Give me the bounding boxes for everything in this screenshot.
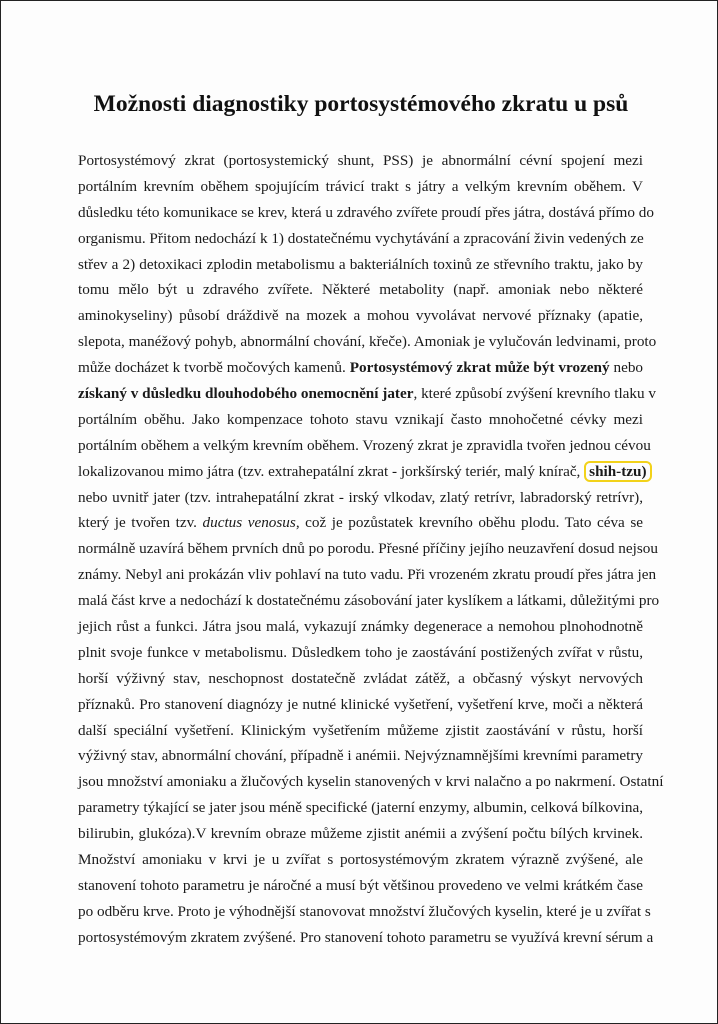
text-line bbox=[78, 329, 657, 355]
text-line bbox=[78, 640, 643, 666]
document-body bbox=[78, 148, 664, 951]
text-segment: střev a 2) detoxikaci zplodin metabolismu a bakteriálních toxinů ze střevního traktu, jako by bbox=[78, 255, 643, 273]
text-line bbox=[78, 692, 643, 718]
text-segment: důsledku této komunikace se krev, která u zdravého zvířete proudí přes játra, dostává přímo do bbox=[78, 203, 654, 221]
text-line bbox=[78, 407, 643, 433]
text-line bbox=[78, 795, 643, 821]
text-line bbox=[78, 536, 658, 562]
text-segment: normálně uzavírá během prvních dnů po porodu. Přesné příčiny jejího neuzavření dosud nejsou bbox=[78, 540, 658, 558]
text-line bbox=[78, 718, 643, 744]
text-line bbox=[78, 277, 643, 303]
text-line bbox=[78, 252, 643, 278]
text-line bbox=[78, 148, 643, 174]
text-line bbox=[78, 355, 643, 381]
text-segment: horší výživný stav, neschopnost dostatečně zvládat zátěž, a občasný výskyt nervových bbox=[78, 669, 643, 687]
italic-text: ductus venosus bbox=[202, 514, 296, 532]
text-segment: další speciální vyšetření. Klinickým vyšetřením můžeme zjistit zaostávání v růstu, horší bbox=[78, 721, 643, 739]
text-segment: tomu mělo být u zdravého zvířete. Některé metabolity (např. amoniak nebo některé bbox=[78, 281, 643, 299]
text-line bbox=[78, 821, 643, 847]
text-line bbox=[78, 873, 643, 899]
text-line bbox=[78, 303, 643, 329]
text-segment: bilirubin, glukóza).V krevním obraze můžeme zjistit anémii a zvýšení počtu bílých krvinek. bbox=[78, 825, 643, 843]
bold-text: Portosystémový zkrat může být vrozený bbox=[349, 359, 610, 377]
text-segment: nebo bbox=[609, 359, 644, 377]
text-segment: aminokyseliny) působí dráždivě na mozek a mohou vyvolávat nervové příznaky (apatie, bbox=[78, 307, 643, 325]
text-segment: parametry týkající se jater jsou méně specifické (jaterní enzymy, albumin, celková bílkovina, bbox=[78, 799, 643, 817]
text-segment: Množství amoniaku v krvi je u zvířat s portosystémovým zkratem výrazně zvýšené, ale bbox=[78, 851, 643, 869]
text-segment: který je tvořen tzv. bbox=[78, 514, 203, 532]
text-segment: může docházet k tvorbě močových kamenů. bbox=[78, 359, 350, 377]
text-segment: slepota, manéžový pohyb, abnormální chování, křeče). Amoniak je vylučován ledvinami, proto bbox=[78, 333, 657, 351]
bold-text: získaný v důsledku dlouhodobého onemocnění jater bbox=[78, 385, 414, 403]
text-segment: , které způsobí zvýšení krevního tlaku v bbox=[413, 385, 656, 403]
text-segment: Portosystémový zkrat (portosystemický shunt, PSS) je abnormální cévní spojení mezi bbox=[78, 152, 643, 169]
text-segment: portálním oběhu. Jako kompenzace tohoto stavu vznikají často mnohočetné cévky mezi bbox=[78, 410, 643, 428]
text-line bbox=[78, 381, 656, 407]
text-segment: nebo uvnitř jater (tzv. intrahepatální zkrat - irský vlkodav, zlatý retrívr, labradorský retrívr), bbox=[78, 488, 643, 506]
text-line bbox=[78, 459, 647, 485]
text-segment: malá část krve a nedochází k dostatečnému zásobování jater kyslíkem a látkami, důležitými pro bbox=[78, 592, 660, 610]
text-segment: po odběru krve. Proto je výhodnější stanovovat množství žlučových kyselin, které je u zvířat s bbox=[78, 902, 651, 920]
text-line bbox=[78, 588, 660, 614]
text-line bbox=[78, 769, 664, 795]
text-segment: známy. Nebyl ani prokázán vliv pohlaví na tuto vadu. Při vrozeném zkratu proudí přes játra jen bbox=[78, 566, 657, 584]
text-segment: jsou množství amoniaku a žlučových kyselin stanovených v krvi nalačno a po nakrmení. Ostatní bbox=[78, 773, 664, 791]
text-line bbox=[78, 226, 643, 252]
document-title: Možnosti diagnostiky portosystémového zkratu u psů bbox=[93, 91, 629, 117]
text-segment: výživný stav, abnormální chování, případně i anémii. Nejvýznamnějšími krevními parametry bbox=[78, 747, 644, 765]
text-segment: portosystémovým zkratem zvýšené. Pro stanovení tohoto parametru se využívá krevní sérum a bbox=[78, 928, 654, 946]
text-segment: portálním oběhem a velkým krevním oběhem. Vrozený zkrat je zpravidla tvořen jednou cévou bbox=[78, 436, 651, 454]
highlighted-text: shih-tzu) bbox=[584, 461, 651, 482]
text-segment: příznaků. Pro stanovení diagnózy je nutné klinické vyšetření, vyšetření krve, moči a některá bbox=[78, 695, 643, 713]
text-line bbox=[78, 925, 654, 951]
text-segment: portálním krevním oběhem spojujícím trávicí trakt s játry a velkým krevním oběhem. V bbox=[78, 177, 643, 195]
text-line bbox=[78, 614, 643, 640]
text-segment: , což je pozůstatek krevního oběhu plodu. Tato céva se bbox=[295, 514, 643, 532]
text-line bbox=[78, 847, 643, 873]
text-line bbox=[78, 666, 643, 692]
text-line bbox=[78, 200, 654, 226]
text-line bbox=[78, 485, 643, 511]
text-line bbox=[78, 562, 657, 588]
text-segment: organismu. Přitom nedochází k 1) dostatečnému vychytávání a zpracování živin vedených ze bbox=[78, 229, 644, 247]
text-line bbox=[78, 899, 651, 925]
text-line bbox=[78, 174, 643, 200]
text-segment: jejich růst a funkci. Játra jsou malá, vykazují známky degenerace a nemohou plnohodnotně bbox=[78, 618, 643, 636]
text-line bbox=[78, 743, 643, 769]
text-line bbox=[78, 510, 643, 536]
text-segment: plnit svoje funkce v metabolismu. Důsledkem toho je zaostávání postižených zvířat v růstu, bbox=[78, 643, 643, 661]
text-line bbox=[78, 433, 651, 459]
text-segment: lokalizovanou mimo játra (tzv. extrahepatální zkrat - jorkšírský teriér, malý knírač, bbox=[78, 462, 585, 480]
text-segment: stanovení tohoto parametru je náročné a musí být většinou provedeno ve velmi krátkém čase bbox=[78, 876, 643, 894]
